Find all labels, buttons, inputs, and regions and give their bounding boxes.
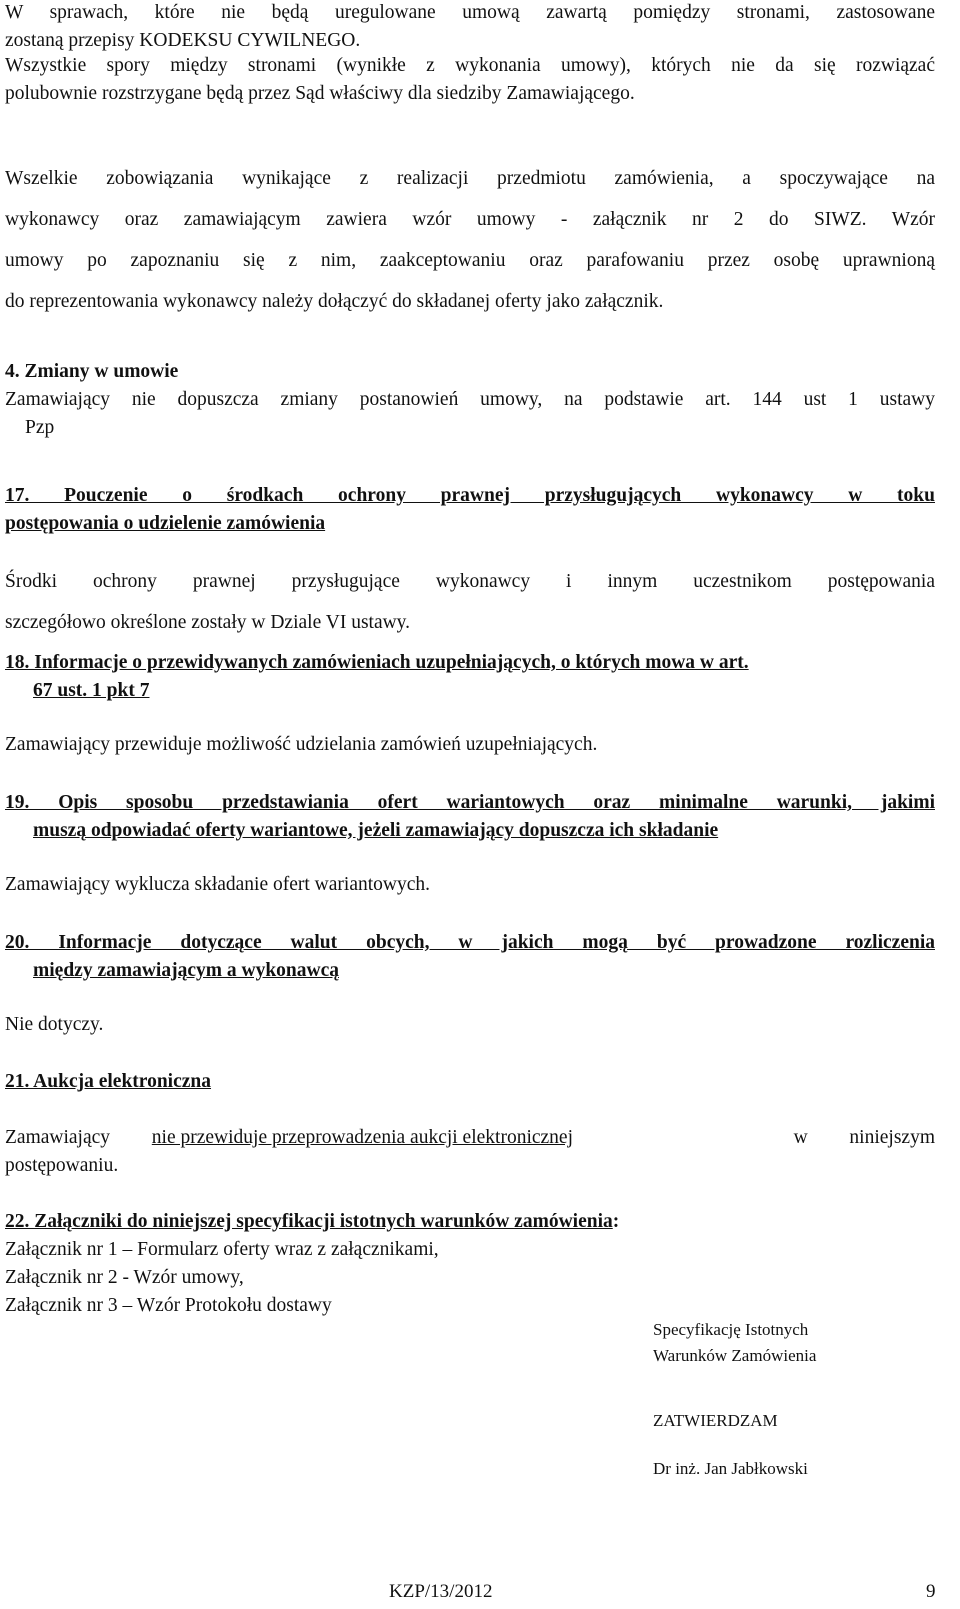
section-19-body: Zamawiający wyklucza składanie ofert wariantowych. xyxy=(5,874,431,895)
document-page xyxy=(5,0,935,1609)
section-18-heading: 18. Informacje o przewidywanych zamówieniach uzupełniających, o których mowa w art. 67 ust. 1 pkt 7 xyxy=(5,652,749,701)
attachment-item: Załącznik nr 3 – Wzór Protokołu dostawy xyxy=(5,1295,332,1316)
section-17-heading: 17. Pouczenie o środkach ochrony prawnej przysługujących wykonawcy w toku postępowania o udzielenie zamówienia xyxy=(5,485,935,534)
section-4: 4. Zmiany w umowie Zamawiający nie dopuszcza zmiany postanowień umowy, na podstawie art. 144 ust 1 ustawy Pzp xyxy=(5,358,935,442)
section-21-heading: 21. Aukcja elektroniczna xyxy=(5,1071,212,1092)
paragraph-disputes: Wszystkie spory między stronami (wynikłe z wykonania umowy), których nie da się rozwiązać polubownie rozstrzygane będą przez Sąd właściwy dla siedziby Zamawiającego. xyxy=(5,55,935,104)
document-reference: KZP/13/2012 xyxy=(389,1581,493,1602)
section-22 xyxy=(5,1208,935,1320)
page-number: 9 xyxy=(926,1581,936,1602)
section-19-heading: 19. Opis sposobu przedstawiania ofert wariantowych oraz minimalne warunki, jakimi muszą odpowiadać oferty wariantowe, jeżeli zamawiający dopuszcza ich składanie xyxy=(5,792,935,841)
section-18-body: Zamawiający przewiduje możliwość udzielania zamówień uzupełniających. xyxy=(5,734,598,755)
attachment-item: Załącznik nr 2 - Wzór umowy, xyxy=(5,1267,244,1288)
section-4-heading: 4. Zmiany w umowie xyxy=(5,361,179,382)
section-21-body: Zamawiający nie przewiduje przeprowadzenia aukcji elektronicznej w niniejszym postępowaniu. xyxy=(5,1127,935,1176)
attachment-item: Załącznik nr 1 – Formularz oferty wraz z załącznikami, xyxy=(5,1239,439,1260)
section-22-heading: 22. Załączniki do niniejszej specyfikacji istotnych warunków zamówienia: xyxy=(5,1211,620,1232)
section-17-body: Środki ochrony prawnej przysługujące wykonawcy i innym uczestnikom postępowania szczegółowo określone zostały w Dziale VI ustawy. xyxy=(5,571,935,633)
signature-block: Specyfikację Istotnych Warunków Zamówienia xyxy=(653,1320,817,1365)
signatory-name: Dr inż. Jan Jabłkowski xyxy=(653,1459,808,1478)
section-20-body: Nie dotyczy. xyxy=(5,1014,104,1035)
paragraph-obligations: Wszelkie zobowiązania wynikające z realizacji przedmiotu zamówienia, a spoczywające na wykonawcy oraz zamawiającym zawiera wzór umowy - załącznik nr 2 do SIWZ. Wzór umowy po zapoznaniu się z nim, zaakceptowaniu oraz parafowaniu przez osobę uprawnioną do reprezentowania wykonawcy należy dołączyć do składanej oferty jako załącznik. xyxy=(5,168,935,312)
approval-label: ZATWIERDZAM xyxy=(653,1411,778,1430)
section-20-heading: 20. Informacje dotyczące walut obcych, w jakich mogą być prowadzone rozliczenia między zamawiającym a wykonawcą xyxy=(5,932,935,981)
paragraph-civil-code: W sprawach, które nie będą uregulowane umową zawartą pomiędzy stronami, zastosowane zostaną przepisy KODEKSU CYWILNEGO. xyxy=(5,2,935,51)
